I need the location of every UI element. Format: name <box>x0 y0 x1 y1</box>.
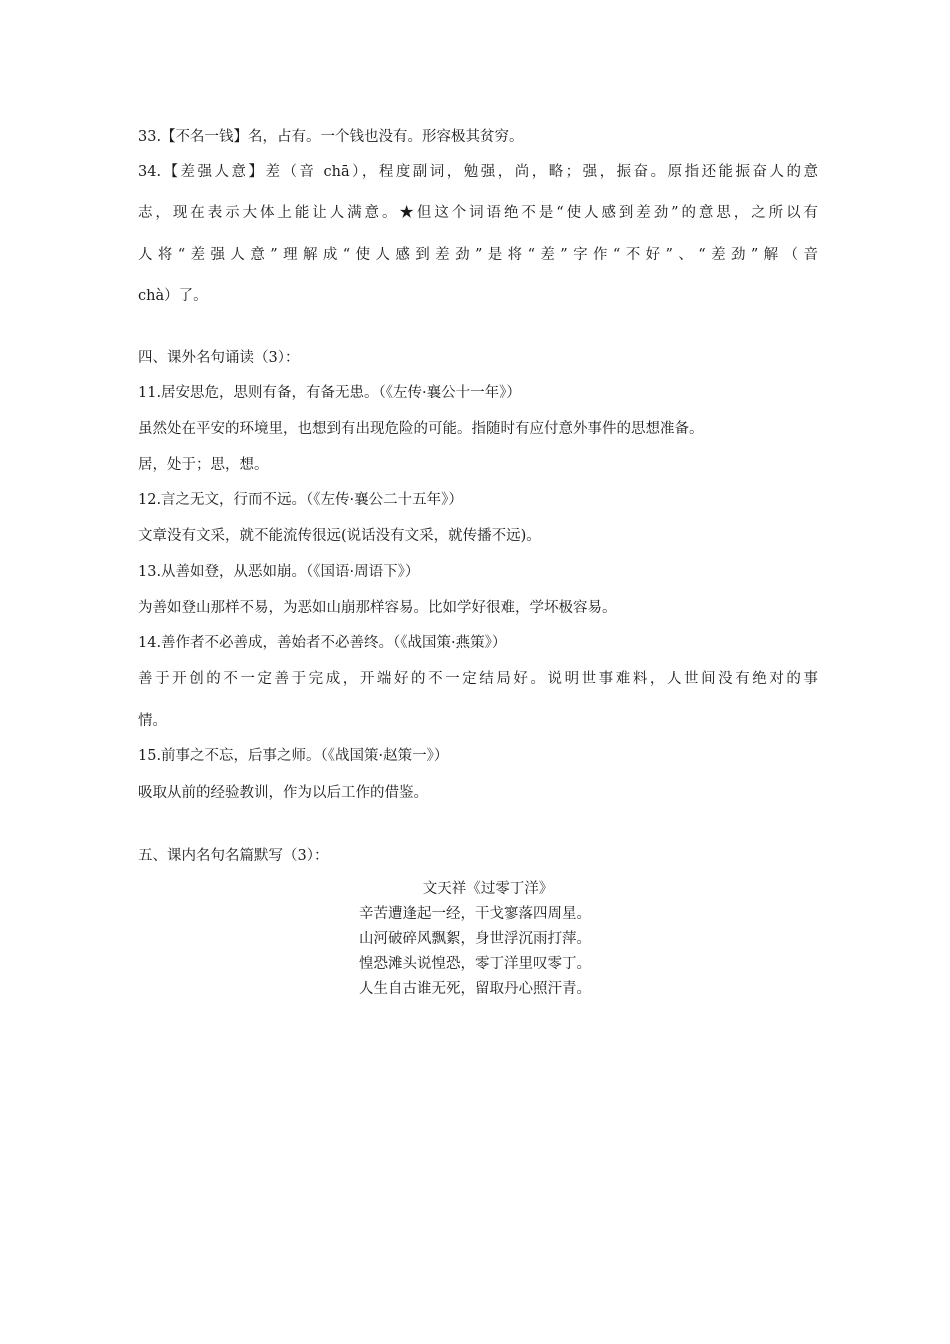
poem-line-1: 辛苦遭逢起一经，干戈寥落四周星。 <box>359 906 591 922</box>
quote-14: 14.善作者不必善成，善始者不必善终。（《战国策·燕策》） <box>138 635 507 651</box>
quote-11-gloss: 居，处于；思，想。 <box>138 457 269 473</box>
quote-11: 11.居安思危，思则有备，有备无患。（《左传·襄公十一年》） <box>138 385 521 401</box>
idiom-34-line-2: 志，现在表示大体上能让人满意。★但这个词语绝不是“使人感到差劲”的意思，之所以有 <box>138 205 818 221</box>
quote-15: 15.前事之不忘，后事之师。（《战国策·赵策一》） <box>138 748 449 764</box>
section-4-heading: 四、课外名句诵读（3）： <box>138 350 300 366</box>
quote-14-explanation-end: 情。 <box>138 713 167 729</box>
quote-12-explanation: 文章没有文采，就不能流传很远(说话没有文采，就传播不远)。 <box>138 528 541 544</box>
idiom-34-line-1: 34.【差强人意】差（音 chā），程度副词，勉强，尚，略；强，振奋。原指还能振奋人的意 <box>138 164 818 180</box>
idiom-34-line-3: 人将“差强人意”理解成“使人感到差劲”是将“差”字作“不好”、“差劲”解（音 <box>138 247 818 263</box>
poem-line-4: 人生自古谁无死，留取丹心照汗青。 <box>359 981 591 997</box>
idiom-34-line-4: chà）了。 <box>138 288 208 304</box>
poem-line-2: 山河破碎风飘絮，身世浮沉雨打萍。 <box>359 931 591 947</box>
section-5-heading: 五、课内名句名篇默写（3）： <box>138 848 329 864</box>
quote-12: 12.言之无文，行而不远。（《左传·襄公二十五年》） <box>138 492 463 508</box>
idiom-33: 33.【不名一钱】名，占有。一个钱也没有。形容极其贫穷。 <box>138 129 524 145</box>
quote-14-explanation: 善于开创的不一定善于完成，开端好的不一定结局好。说明世事难料，人世间没有绝对的事 <box>138 671 818 687</box>
quote-11-explanation: 虽然处在平安的环境里，也想到有出现危险的可能。指随时有应付意外事件的思想准备。 <box>138 421 704 437</box>
poem-title: 文天祥《过零丁洋》 <box>422 881 554 897</box>
quote-15-explanation: 吸取从前的经验教训，作为以后工作的借鉴。 <box>138 785 428 801</box>
quote-13-explanation: 为善如登山那样不易，为恶如山崩那样容易。比如学好很难，学坏极容易。 <box>138 600 617 616</box>
quote-13: 13.从善如登，从恶如崩。（《国语·周语下》） <box>138 564 420 580</box>
poem-line-3: 惶恐滩头说惶恐，零丁洋里叹零丁。 <box>359 956 591 972</box>
